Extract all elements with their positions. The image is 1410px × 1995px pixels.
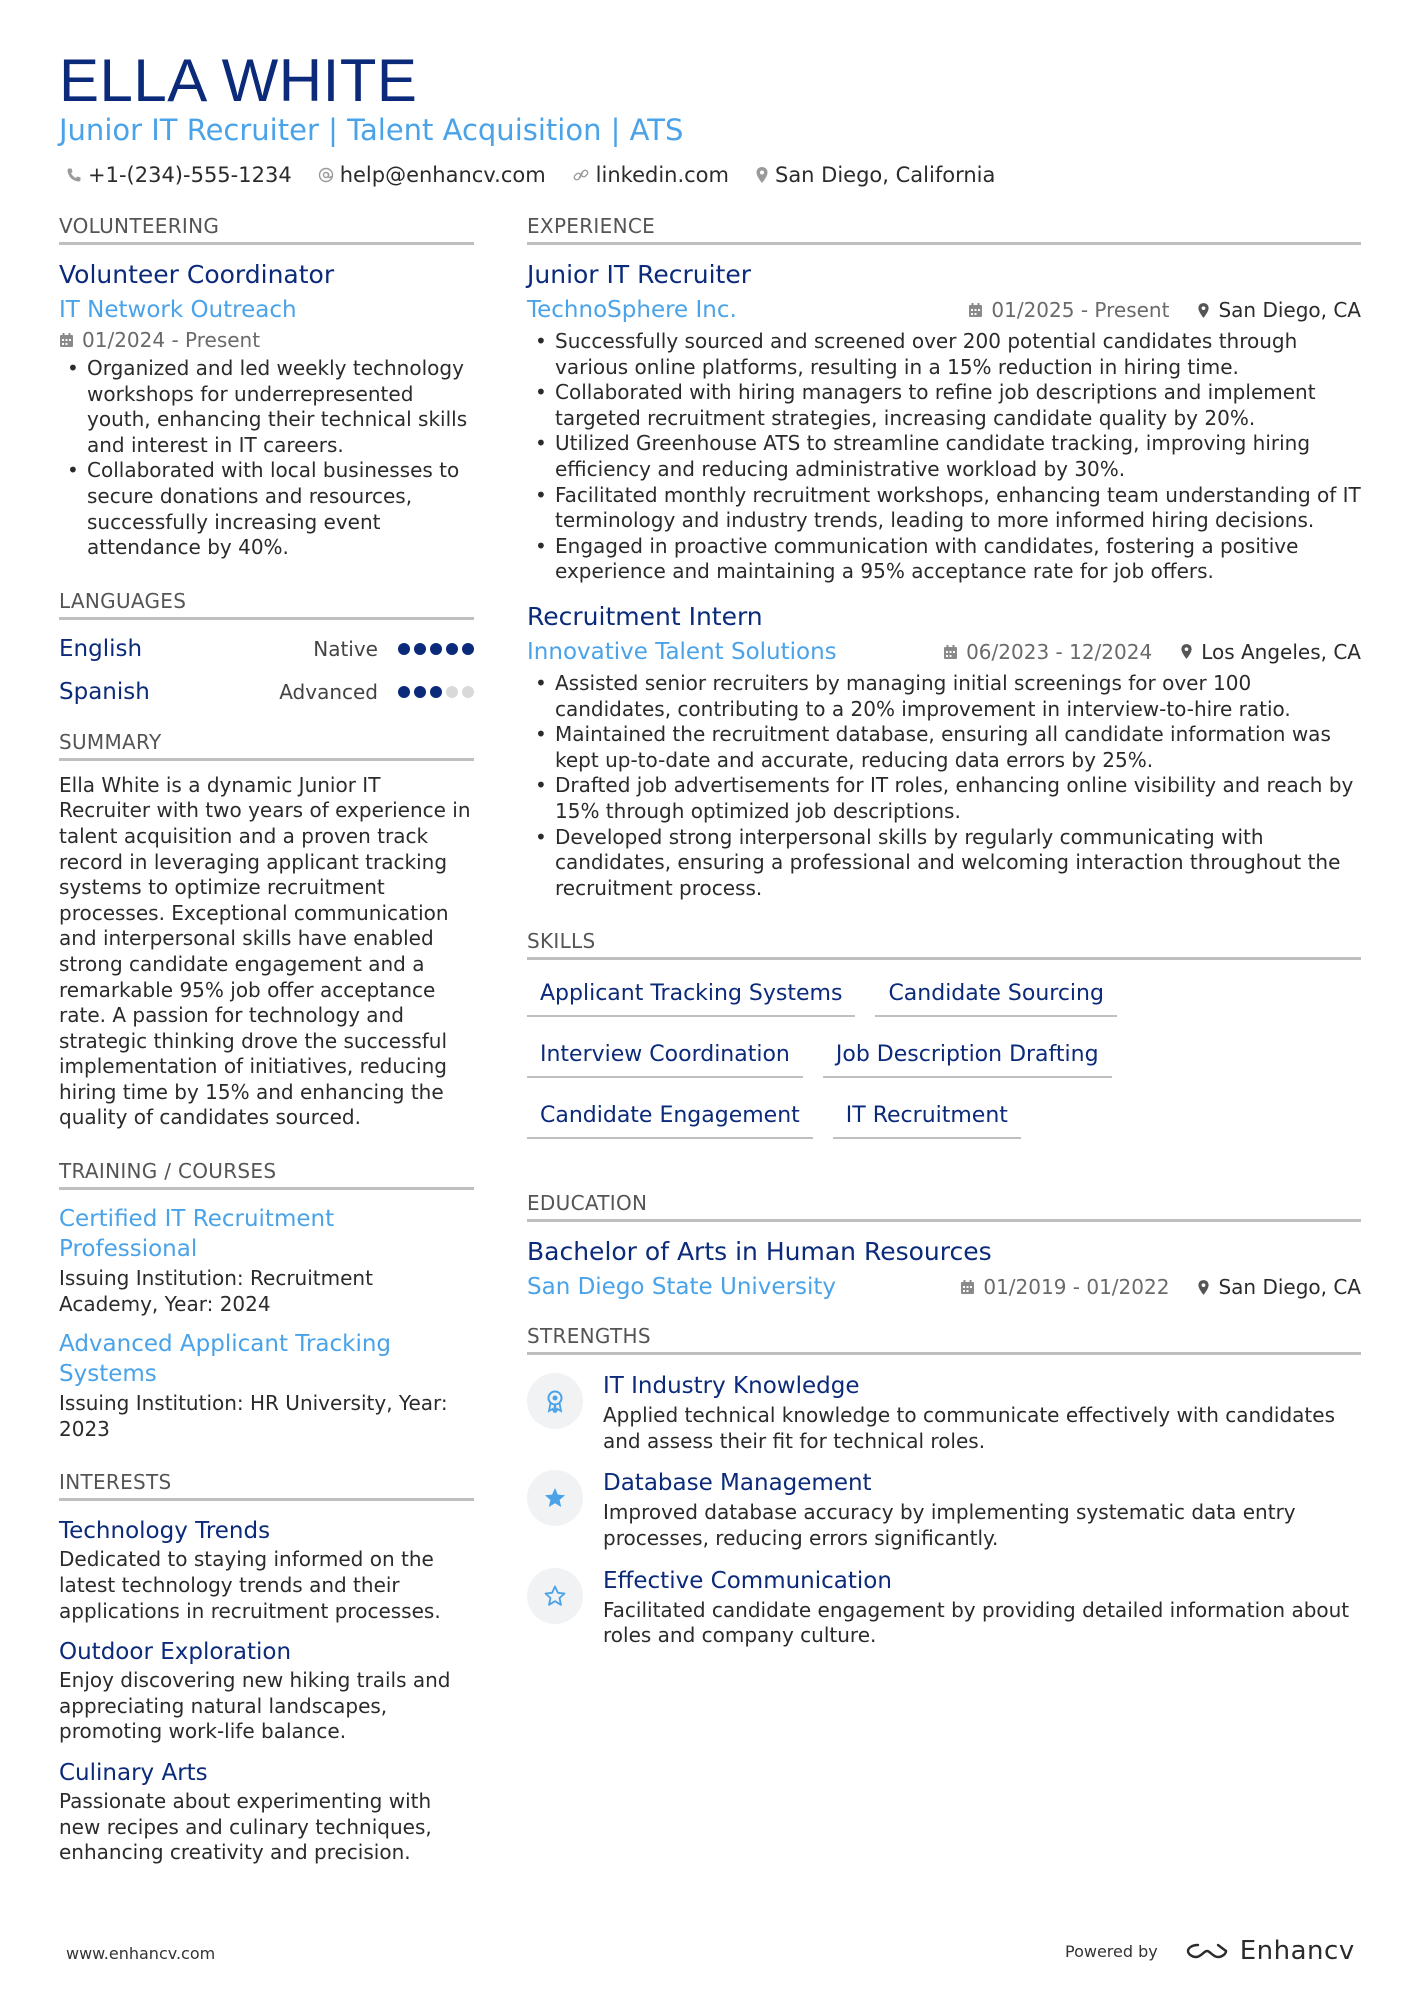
location-pin-icon [1180,643,1193,660]
strength-item [527,1371,1361,1454]
language-name: English [59,636,143,663]
location-pin-icon [755,166,769,184]
link-icon [572,167,590,183]
rating-dot [430,686,442,698]
experience-section [527,214,1361,901]
school: San Diego State University [527,1274,837,1301]
footer-website[interactable]: www.enhancv.com [66,1944,216,1963]
job-date [943,640,1152,664]
contact-email[interactable] [318,163,546,187]
language-rating [394,643,474,655]
job-location [1180,640,1361,664]
section-title: EDUCATION [527,1191,1361,1222]
job-date-text: 06/2023 - 12/2024 [966,639,1153,664]
degree: Bachelor of Arts in Human Resources [527,1237,992,1267]
strengths-section [527,1324,1361,1649]
location-pin-icon [1197,302,1210,319]
job-entry [527,259,1361,585]
bullet-item: • Maintained the recruitment database, ensuring all candidate information was kept up-to-date and accurate, reducing data errors by 25%. [527,722,1361,773]
language-level: Advanced [279,680,378,705]
strength-title: IT Industry Knowledge [603,1373,860,1400]
language-row [59,671,474,714]
phone-text: +1-(234)-555-1234 [88,163,292,187]
course-desc: Issuing Institution: HR University, Year: 2023 [59,1391,448,1441]
volunteer-org: IT Network Outreach [59,297,297,323]
left-column [59,214,474,1866]
bullet-item: • Drafted job advertisements for IT roles, enhancing online visibility and reach by 15% through optimized job descriptions. [527,773,1361,824]
education-location-text: San Diego, CA [1218,1275,1361,1300]
bullet-item: • Facilitated monthly recruitment workshops, enhancing team understanding of IT terminology and industry trends, leading to more informed hiring decisions. [527,483,1361,534]
skill-tag: Candidate Sourcing [875,976,1117,1017]
languages-section [59,589,474,714]
section-title: SKILLS [527,929,1361,960]
language-row [59,628,474,671]
contact-location [755,163,995,187]
skill-tag: Interview Coordination [527,1037,803,1078]
bullet-item: • Utilized Greenhouse ATS to streamline candidate tracking, improving hiring efficiency and reducing administrative workload by 30%. [527,431,1361,482]
contact-bar [66,163,1021,187]
job-location-text: Los Angeles, CA [1201,639,1361,664]
section-title: STRENGTHS [527,1324,1361,1355]
phone-icon [66,167,82,183]
contact-linkedin[interactable] [572,163,729,187]
bullet-item: • Collaborated with local businesses to secure donations and resources, successfully increasing event attendance by 40%. [59,458,474,560]
job-date-text: 01/2025 - Present [991,298,1170,322]
volunteer-role: Volunteer Coordinator [59,260,335,289]
bullet-item: • Developed strong interpersonal skills by regularly communicating with candidates, ensuring a professional and welcoming interaction throughout the recruitment process. [527,825,1361,902]
volunteer-date [59,327,474,353]
job-location-text: San Diego, CA [1218,298,1361,322]
job-bullets [527,329,1361,585]
education-date-text: 01/2019 - 01/2022 [983,1275,1170,1300]
email-text: help@enhancv.com [339,163,546,187]
rating-dot [414,643,426,655]
skill-tag: Applicant Tracking Systems [527,976,855,1017]
language-level: Native [313,637,378,662]
language-rating [394,686,474,698]
section-title: INTERESTS [59,1470,474,1501]
interest-title: Technology Trends [59,1518,271,1545]
section-title: LANGUAGES [59,589,474,620]
star-outline-icon [543,1584,567,1608]
strength-item [527,1468,1361,1551]
right-column [527,214,1361,1663]
skills-list [527,976,1361,1159]
strength-title: Effective Communication [603,1567,892,1594]
job-location [1197,298,1361,322]
enhancv-wordmark: Enhancv [1239,1936,1355,1966]
rating-dot [462,686,474,698]
section-title: VOLUNTEERING [59,214,474,245]
course-title: Certified IT Recruitment Professional [59,1206,335,1263]
job-role: Recruitment Intern [527,601,763,631]
skill-tag: Candidate Engagement [527,1098,813,1139]
section-title: SUMMARY [59,730,474,761]
strength-desc: Applied technical knowledge to communicate effectively with candidates and assess their fit for technical roles. [603,1403,1335,1453]
section-title: EXPERIENCE [527,214,1361,245]
linkedin-text: linkedin.com [595,163,729,187]
rating-dot [462,643,474,655]
location-pin-icon [1197,1279,1210,1296]
bullet-item: • Collaborated with hiring managers to refine job descriptions and implement targeted recruitment strategies, increasing candidate quality by 20%. [527,380,1361,431]
strength-desc: Facilitated candidate engagement by providing detailed information about roles and company culture. [603,1597,1350,1648]
contact-phone [66,163,292,187]
bullet-item: • Organized and led weekly technology workshops for underrepresented youth, enhancing their technical skills and interest in IT careers. [59,356,474,458]
calendar-icon [943,644,958,660]
section-title: TRAINING / COURSES [59,1159,474,1190]
skill-tag: IT Recruitment [833,1098,1021,1139]
rating-dot [446,643,458,655]
interest-desc: Passionate about experimenting with new recipes and culinary techniques, enhancing creativity and precision. [59,1789,432,1865]
calendar-icon [968,302,983,318]
summary-section [59,730,474,1131]
footer-branding [1065,1936,1355,1966]
strength-desc: Improved database accuracy by implementing systematic data entry processes, reducing errors significantly. [603,1500,1296,1551]
calendar-icon [59,332,74,348]
interest-title: Culinary Arts [59,1760,208,1786]
bullet-item: • Engaged in proactive communication with candidates, fostering a positive experience and maintaining a 95% acceptance rate for job offers. [527,534,1361,585]
rating-dot [398,643,410,655]
volunteer-bullets [59,356,474,561]
rating-dot [398,686,410,698]
at-icon [318,167,334,183]
volunteer-date-text: 01/2024 - Present [82,328,261,352]
enhancv-logo-icon [1184,1939,1230,1963]
summary-text: Ella White is a dynamic Junior IT Recruiter with two years of experience in talent acquisition and a proven track record in leveraging applicant tracking systems to optimize recruitment processes. Exceptional communication and interpersonal skills have enabled strong candidate engagement and a remarkable 95% job offer acceptance rate. A passion for technology and strategic thinking drove the successful implementation of initiatives, reducing hiring time by 15% and enhancing the quality of candidates sourced. [59,772,471,1130]
interest-desc: Dedicated to staying informed on the latest technology trends and their applications in recruitment processes. [59,1547,441,1623]
job-entry [527,601,1361,901]
language-name: Spanish [59,679,150,706]
rating-dot [414,686,426,698]
rating-dot [430,643,442,655]
interest-desc: Enjoy discovering new hiking trails and appreciating natural landscapes, promoting work-life balance. [59,1668,451,1744]
volunteering-section [59,214,474,561]
bullet-item: • Assisted senior recruiters by managing initial screenings for over 100 candidates, contributing to a 20% improvement in interview-to-hire ratio. [527,671,1361,722]
education-section [527,1191,1361,1302]
job-role: Junior IT Recruiter [527,260,752,289]
star-filled-icon [543,1486,567,1510]
award-icon [544,1389,566,1413]
job-date [968,298,1169,322]
job-bullets [527,671,1361,901]
candidate-name: ELLA WHITE [59,47,418,114]
strength-title: Database Management [603,1470,872,1497]
skill-tag: Job Description Drafting [823,1037,1112,1078]
course-desc: Issuing Institution: Recruitment Academy, Year: 2024 [59,1266,373,1316]
education-date [960,1275,1169,1299]
candidate-title: Junior IT Recruiter | Talent Acquisition | ATS [59,113,684,147]
powered-by-label: Powered by [1065,1941,1158,1961]
course-title: Advanced Applicant Tracking Systems [59,1331,392,1388]
location-text: San Diego, California [774,163,996,187]
job-company: Innovative Talent Solutions [527,638,837,665]
rating-dot [446,686,458,698]
bullet-item: • Successfully sourced and screened over 200 potential candidates through various online platforms, resulting in a 15% reduction in hiring time. [527,329,1361,380]
calendar-icon [960,1279,975,1295]
interests-section [59,1470,474,1865]
training-section [59,1159,474,1442]
education-location [1197,1275,1361,1299]
interest-title: Outdoor Exploration [59,1639,292,1666]
skills-section [527,929,1361,1159]
job-company: TechnoSphere Inc. [527,297,737,323]
strength-item [527,1566,1361,1649]
